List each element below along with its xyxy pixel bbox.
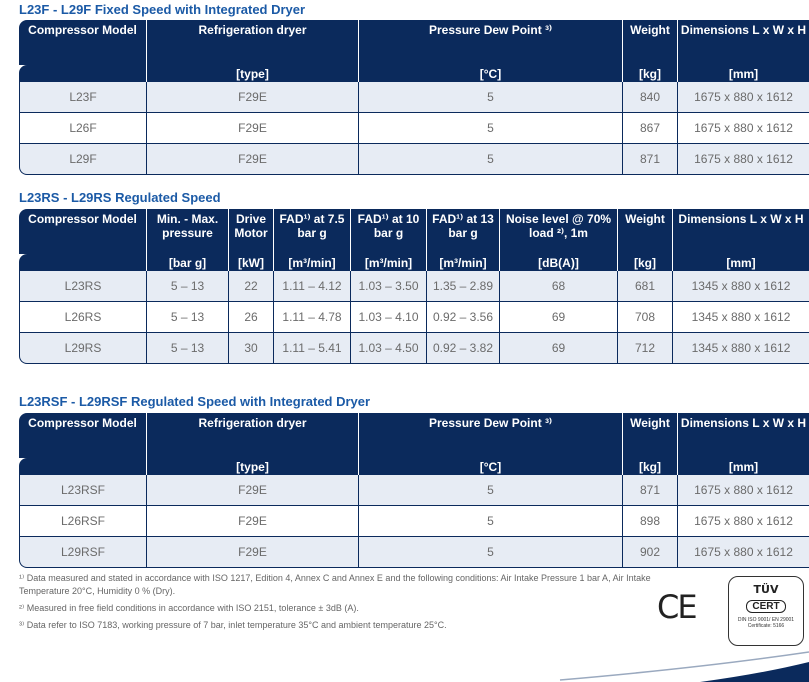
- cell-dimensions: 1675 x 880 x 1612: [677, 82, 809, 113]
- cell-dryer: F29E: [146, 82, 358, 113]
- unit-motor: [kW]: [228, 254, 273, 271]
- unit-dew-point: [°C]: [358, 65, 622, 82]
- col-header-fad-7-5: FAD¹⁾ at 7.5 bar g: [273, 209, 350, 254]
- tuv-cert-logo: [728, 576, 804, 646]
- unit-dimensions: [mm]: [677, 65, 809, 82]
- unit-dryer: [type]: [146, 65, 358, 82]
- cell-dimensions: 1345 x 880 x 1612: [672, 302, 809, 333]
- cell-model: L26RS: [19, 302, 146, 333]
- cell-pressure: 5 – 13: [146, 271, 228, 302]
- col-header-dew-point: Pressure Dew Point ³⁾: [358, 20, 622, 65]
- footnote-2: ²⁾ Measured in free field conditions in accordance with ISO 2151, tolerance ± 3dB (A).: [19, 603, 359, 613]
- cell-model: L29F: [19, 144, 146, 175]
- cell-weight: 867: [622, 113, 677, 144]
- table-regulated-speed-dryer: [19, 413, 809, 568]
- cell-noise: 68: [499, 271, 617, 302]
- col-header-model: Compressor Model: [19, 20, 146, 65]
- unit-fad-7-5: [m³/min]: [273, 254, 350, 271]
- cell-model: L26RSF: [19, 506, 146, 537]
- col-header-model: Compressor Model: [19, 413, 146, 458]
- col-header-pressure: Min. - Max. pressure: [146, 209, 228, 254]
- col-header-fad-10: FAD¹⁾ at 10 bar g: [350, 209, 426, 254]
- cell-dew-point: 5: [358, 82, 622, 113]
- col-header-weight: Weight: [617, 209, 672, 254]
- cell-dew-point: 5: [358, 475, 622, 506]
- cell-motor: 26: [228, 302, 273, 333]
- cell-dimensions: 1345 x 880 x 1612: [672, 271, 809, 302]
- cell-fad-10: 1.03 – 3.50: [350, 271, 426, 302]
- unit-weight: [kg]: [622, 458, 677, 475]
- decorative-swoosh: [0, 640, 809, 682]
- col-header-motor: Drive Motor: [228, 209, 273, 254]
- cell-fad-7-5: 1.11 – 4.78: [273, 302, 350, 333]
- col-header-dryer: Refrigeration dryer: [146, 413, 358, 458]
- cell-fad-10: 1.03 – 4.50: [350, 333, 426, 364]
- table-row: [19, 475, 809, 506]
- col-header-dew-point: Pressure Dew Point ³⁾: [358, 413, 622, 458]
- table-row: [19, 537, 809, 568]
- cell-dryer: F29E: [146, 113, 358, 144]
- col-header-dryer: Refrigeration dryer: [146, 20, 358, 65]
- cell-weight: 840: [622, 82, 677, 113]
- table-row: [19, 302, 809, 333]
- cell-dimensions: 1675 x 880 x 1612: [677, 144, 809, 175]
- col-header-noise: Noise level @ 70% load ²⁾, 1m: [499, 209, 617, 254]
- tuv-logo-text: TÜV: [753, 583, 779, 596]
- cell-dew-point: 5: [358, 113, 622, 144]
- unit-dimensions: [mm]: [672, 254, 809, 271]
- col-header-fad-13: FAD¹⁾ at 13 bar g: [426, 209, 499, 254]
- cell-model: L23RSF: [19, 475, 146, 506]
- cell-weight: 681: [617, 271, 672, 302]
- cell-dimensions: 1675 x 880 x 1612: [677, 537, 809, 568]
- section-title-regulated-speed-dryer: L23RSF - L29RSF Regulated Speed with Integrated Dryer: [19, 394, 371, 409]
- cell-dew-point: 5: [358, 537, 622, 568]
- cell-fad-10: 1.03 – 4.10: [350, 302, 426, 333]
- ce-mark-logo: CE: [657, 588, 696, 626]
- cell-dew-point: 5: [358, 506, 622, 537]
- cell-weight: 712: [617, 333, 672, 364]
- footnotes: [19, 572, 659, 636]
- table-regulated-speed: [19, 209, 809, 364]
- col-header-dimensions: Dimensions L x W x H: [677, 413, 809, 458]
- table-row: [19, 271, 809, 302]
- cell-dryer: F29E: [146, 475, 358, 506]
- cell-fad-7-5: 1.11 – 5.41: [273, 333, 350, 364]
- cell-model: L26F: [19, 113, 146, 144]
- unit-pressure: [bar g]: [146, 254, 228, 271]
- cell-fad-13: 0.92 – 3.56: [426, 302, 499, 333]
- unit-weight: [kg]: [617, 254, 672, 271]
- unit-dimensions: [mm]: [677, 458, 809, 475]
- table-row: [19, 144, 809, 175]
- cell-dimensions: 1675 x 880 x 1612: [677, 506, 809, 537]
- cell-dimensions: 1345 x 880 x 1612: [672, 333, 809, 364]
- cell-weight: 902: [622, 537, 677, 568]
- cell-pressure: 5 – 13: [146, 302, 228, 333]
- unit-dew-point: [°C]: [358, 458, 622, 475]
- cell-motor: 22: [228, 271, 273, 302]
- cell-weight: 871: [622, 144, 677, 175]
- footnote-1: ¹⁾ Data measured and stated in accordance with ISO 1217, Edition 4, Annex C and Annex E and the following conditions: Air Intake Pressure 1 bar A, Air Intake Temperature 20°C, Humidity 0 % (Dry).: [19, 573, 651, 596]
- cell-weight: 871: [622, 475, 677, 506]
- cell-dew-point: 5: [358, 144, 622, 175]
- table-row: [19, 506, 809, 537]
- cell-dimensions: 1675 x 880 x 1612: [677, 475, 809, 506]
- cell-weight: 708: [617, 302, 672, 333]
- cell-noise: 69: [499, 333, 617, 364]
- unit-dryer: [type]: [146, 458, 358, 475]
- unit-fad-13: [m³/min]: [426, 254, 499, 271]
- tuv-cert-detail: DIN ISO 9001/ EN 29001 Certificate: 5166: [737, 617, 795, 629]
- unit-fad-10: [m³/min]: [350, 254, 426, 271]
- cell-model: L29RS: [19, 333, 146, 364]
- table-row: [19, 82, 809, 113]
- cell-fad-13: 0.92 – 3.82: [426, 333, 499, 364]
- table-row: [19, 113, 809, 144]
- col-header-weight: Weight: [622, 413, 677, 458]
- table-fixed-speed-dryer: [19, 20, 809, 175]
- col-header-model: Compressor Model: [19, 209, 146, 254]
- cell-dryer: F29E: [146, 144, 358, 175]
- col-header-weight: Weight: [622, 20, 677, 65]
- cell-motor: 30: [228, 333, 273, 364]
- cell-noise: 69: [499, 302, 617, 333]
- cell-weight: 898: [622, 506, 677, 537]
- unit-weight: [kg]: [622, 65, 677, 82]
- cell-model: L23RS: [19, 271, 146, 302]
- section-title-fixed-speed-dryer: L23F - L29F Fixed Speed with Integrated Dryer: [19, 2, 306, 17]
- cell-dimensions: 1675 x 880 x 1612: [677, 113, 809, 144]
- cell-model: L23F: [19, 82, 146, 113]
- footnote-3: ³⁾ Data refer to ISO 7183, working pressure of 7 bar, inlet temperature 35°C and ambient temperature 25°C.: [19, 620, 447, 630]
- cell-dryer: F29E: [146, 506, 358, 537]
- section-title-regulated-speed: L23RS - L29RS Regulated Speed: [19, 190, 221, 205]
- unit-model: [19, 458, 146, 475]
- unit-noise: [dB(A)]: [499, 254, 617, 271]
- cell-fad-13: 1.35 – 2.89: [426, 271, 499, 302]
- cell-model: L29RSF: [19, 537, 146, 568]
- col-header-dimensions: Dimensions L x W x H: [672, 209, 809, 254]
- unit-model: [19, 254, 146, 271]
- cell-dryer: F29E: [146, 537, 358, 568]
- table-row: [19, 333, 809, 364]
- cell-fad-7-5: 1.11 – 4.12: [273, 271, 350, 302]
- cell-pressure: 5 – 13: [146, 333, 228, 364]
- col-header-dimensions: Dimensions L x W x H: [677, 20, 809, 65]
- unit-model: [19, 65, 146, 82]
- tuv-cert-text: CERT: [746, 600, 785, 613]
